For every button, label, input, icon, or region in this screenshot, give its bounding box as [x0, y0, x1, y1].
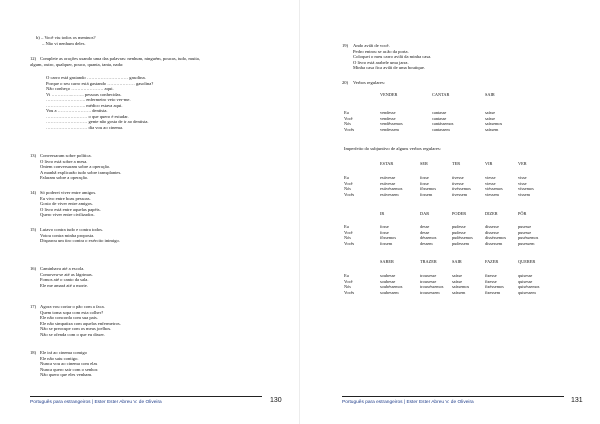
table3-header: PÔR [518, 211, 527, 216]
right-page [300, 0, 600, 424]
q17-number: 17) [30, 304, 37, 309]
pronoun: Nós [344, 186, 351, 191]
q17-line: Agora vou cortar o pão com a faca. [40, 304, 105, 309]
table-cell: saísse [452, 278, 463, 284]
q14-line: O livro está entre aquelas papéis. [40, 206, 101, 212]
q16-line: Comoveu-se até as lágrimas. [40, 271, 93, 277]
pronoun: Eu [344, 110, 349, 115]
footer-rule [30, 396, 262, 397]
table-cell: cantassem [432, 126, 450, 132]
q20-title: Verbos regulares: [353, 80, 386, 85]
q14-line: Só poderei viver entre amigos. [40, 190, 97, 195]
table-cell: saísse [485, 110, 496, 115]
table-cell: tivesse [452, 175, 464, 180]
q20-number: 20) [342, 80, 349, 85]
table-cell: déssemos [420, 235, 437, 240]
table-cell: desse [420, 229, 430, 235]
q14-line: Eu vivo entre boas pessoas. [40, 195, 91, 201]
table3-header: IR [380, 211, 385, 216]
table3-header: DIZER [485, 211, 498, 216]
table2-header: VER [518, 161, 527, 166]
table-cell: visse [518, 175, 527, 180]
q18-line: Não quero que eles venham. [40, 372, 93, 377]
pronoun: Você [344, 115, 353, 121]
q12-instruction: algum, outro, qualquer, pouco, quanta, tanta, nada: [30, 61, 124, 67]
page-number: 131 [571, 397, 583, 404]
table-cell: saíssem [485, 126, 499, 132]
table2-header: SER [420, 161, 428, 166]
table-cell: disséssemos [485, 235, 507, 240]
table-cell: puséssemos [518, 235, 539, 240]
q17-line: Ele não concorda com sua pais. [40, 315, 98, 320]
table-cell: vendessem [380, 126, 399, 132]
table-cell: tivessem [452, 191, 468, 197]
q13-line: O livro está sobre a mesa. [40, 158, 88, 164]
table-cell: fosse [380, 229, 389, 235]
q16-number: 16) [30, 266, 37, 271]
table-cell: quiséssemos [518, 284, 540, 289]
pronoun: Nós [344, 235, 351, 240]
table-cell: fôssemos [380, 235, 396, 240]
table-cell: soubesse [380, 273, 396, 278]
imperfect-title: Imperfeito do subjuntivo de alguns verbos regulares: [344, 146, 441, 151]
q12-line: Vou a …………………. dentista. [46, 108, 108, 113]
table-cell: quisesse [518, 278, 533, 284]
footer-text: Português para estrangeiros | Ester Ester Abreu V. de Oliveira [30, 400, 162, 405]
table4-header: SABER [380, 259, 394, 264]
intro-line: – Não vi nenhum deles. [42, 40, 86, 46]
q12-line: Porque o seu carro está gastando ……………… gasolina? [46, 80, 154, 86]
q16-line: Caminhava até a escola. [40, 266, 85, 271]
table-cell: pudéssemos [452, 235, 473, 240]
footer-text: Português para estrangeiros | Ester Ester Abreu V. de Oliveira [342, 400, 474, 405]
pronoun: Eu [344, 273, 349, 278]
q17-line: Não se ofenda com o que eu disser. [40, 331, 105, 337]
q15-line: Votou contra minha proposta. [40, 232, 95, 238]
table-cell: vendesse [380, 115, 396, 121]
table-cell: cantasse [432, 110, 447, 115]
table-cell: pudesse [452, 224, 466, 229]
table-cell: fosse [420, 175, 429, 180]
table4-header: FAZER [485, 259, 499, 264]
q12-line: …………………….. médico estava aqui. [46, 102, 123, 108]
pronoun: Vocês [344, 126, 355, 132]
q13-line: Ontem conversaram sobre a operação. [40, 164, 111, 169]
table-cell: dissesse [485, 229, 499, 235]
q19-line: Ando aviãi de você. [353, 43, 390, 48]
q19-number: 19) [342, 43, 349, 48]
table-cell: saísse [485, 115, 496, 121]
q15-line: Disparou um tiro contra o exército inimigo. [40, 238, 120, 243]
table-cell: pusesse [518, 224, 532, 229]
pronoun: Eu [344, 224, 349, 229]
table-cell: dissessem [485, 240, 503, 246]
q13-number: 13) [30, 153, 37, 158]
pronoun: Você [344, 278, 353, 284]
q15-number: 15) [30, 227, 37, 232]
table-cell: fizéssemos [485, 284, 504, 289]
table-cell: viesse [485, 175, 496, 180]
q14-line: Quero viver entre civilizados. [40, 212, 95, 217]
q17-line: Ele não simpatiza com aquelas enfermeiros. [40, 320, 121, 326]
table-cell: trouxesse [420, 273, 437, 278]
q15-line: Lutavo contra tudo e contra todos. [40, 227, 104, 232]
table-cell: fizessem [485, 289, 501, 295]
q12-line: Não conheço ………………… aqui. [46, 86, 114, 91]
table-cell: desse [420, 224, 430, 229]
pronoun: Vocês [344, 191, 355, 197]
table-cell: fossem [420, 191, 433, 197]
pronoun: Eu [344, 175, 349, 180]
q14-number: 14) [30, 190, 37, 195]
q12-line: ……………………… gente não gosta de ir ao dentista. [46, 119, 149, 124]
table-cell: pudesse [452, 229, 466, 235]
pronoun: Você [344, 229, 353, 235]
q19-line: Minha casa fica aviãi de uma boutique. [353, 65, 426, 70]
q13-line: Conversaram sobre política. [40, 153, 92, 158]
table-cell: viesse [485, 180, 496, 186]
table-cell: tivéssemos [452, 186, 471, 191]
q13-line: Falaram sobre a operação. [40, 175, 89, 180]
table-cell: viéssemos [485, 186, 503, 191]
intro-line: b) – Você viu todos os meninos? [36, 35, 96, 40]
table-cell: quisesse [518, 273, 533, 278]
q18-line: Nunca quero sair com o senhor. [40, 366, 99, 372]
table-cell: estivesse [380, 180, 396, 186]
table-cell: pudessem [452, 240, 469, 246]
q12-line: Vi …………..…….. pessoas conhecidas. [46, 91, 122, 97]
table-cell: fôssemos [420, 186, 436, 191]
table2-header: TER [452, 161, 461, 166]
page-number: 130 [270, 397, 282, 404]
table-cell: saíssemos [452, 284, 470, 289]
table-cell: saíssemos [485, 121, 503, 126]
pronoun: Nós [344, 121, 351, 126]
table-cell: dissesse [485, 224, 499, 229]
table-cell: tivesse [452, 180, 464, 186]
table-cell: pusessem [518, 240, 535, 246]
table-cell: vendêssemos [380, 121, 403, 126]
table-cell: quisessem [518, 289, 536, 295]
table-cell: fizesse [485, 278, 497, 284]
footer-rule [342, 396, 564, 397]
table-cell: fosse [420, 180, 429, 186]
pronoun: Você [344, 180, 353, 186]
table-cell: cantasse [432, 115, 447, 121]
table-cell: saíssem [452, 289, 466, 295]
table1-header: VENDER [380, 92, 398, 97]
q12-line: O carro está gastando ……………………… gasolina. [46, 75, 146, 80]
table-cell: fizesse [485, 273, 497, 278]
table-cell: viessem [485, 191, 499, 197]
table-cell: trouxéssemos [420, 284, 444, 289]
q19-line: O livro está arabele uma jarra. [353, 59, 409, 65]
q12-line: ……………………… o que quero é estudar. [46, 113, 129, 119]
q18-line: Nunca vou ao cinema com elas [40, 361, 98, 366]
q16-line: Ele me amará até a morte. [40, 282, 88, 288]
table-cell: visse [518, 180, 527, 186]
table-cell: vissem [518, 191, 530, 197]
table1-header: CANTAR [432, 92, 450, 97]
q19-line: Pedro entrou se ar.ão da porta. [353, 48, 409, 54]
table-cell: pusesse [518, 229, 532, 235]
pronoun: Nós [344, 284, 351, 289]
table-cell: estivessem [380, 191, 399, 197]
q17-line: Não se preocupe com os meus joelhos. [40, 326, 112, 331]
q16-line: Fomos até o canto da sala. [40, 277, 89, 282]
q12-line: ……………………… dia vou ao cinema. [46, 124, 124, 130]
q12-instruction: Complete as orações usando uma das palavras: nenhum, ninguém, poucas, tudo, muita, [40, 56, 200, 61]
pronoun: Vocês [344, 240, 355, 246]
q14-line: Gosto de viver entre amigos. [40, 201, 93, 206]
q17-line: Quem toma sopa com esta colher? [40, 309, 104, 315]
table-cell: soubesse [380, 278, 396, 284]
table-cell: víssemos [518, 186, 534, 191]
table-cell: saísse [452, 273, 463, 278]
table-cell: dessem [420, 240, 433, 246]
table-cell: estivesse [380, 175, 396, 180]
q18-line: Ele não saiu contigo. [40, 355, 79, 361]
table4-header: SAIR [452, 259, 462, 264]
table3-header: DAR [420, 211, 430, 216]
table-cell: fossem [380, 240, 393, 246]
table-cell: estivéssemos [380, 186, 403, 191]
q12-number: 12) [30, 56, 37, 61]
table-cell: trouxesse [420, 278, 437, 284]
table4-header: QUERER [518, 259, 536, 264]
table-cell: cantássemos [432, 121, 454, 126]
q18-number: 18) [30, 350, 37, 355]
table-cell: vendesse [380, 110, 396, 115]
table-cell: soubessem [380, 289, 399, 295]
table4-header: TRAZER [420, 259, 437, 264]
q13-line: A manhã explicarão tudo sobre transplantes. [40, 169, 122, 175]
table-cell: fosse [380, 224, 389, 229]
q19-line: Coloquei o meu carro aviãi da minha casa. [353, 54, 432, 59]
q18-line: Ele irá ao cinema comigo [40, 350, 87, 355]
table2-header: VIR [485, 161, 493, 166]
q12-line: …………………….. enfermeiro veio ver-me. [46, 97, 131, 102]
table-cell: trouxessem [420, 289, 440, 295]
table1-header: SAIR [485, 92, 495, 97]
table3-header: PODER [452, 211, 467, 216]
pronoun: Vocês [344, 289, 355, 295]
table2-header: ESTAR [380, 161, 394, 166]
table-cell: soubéssemos [380, 284, 403, 289]
